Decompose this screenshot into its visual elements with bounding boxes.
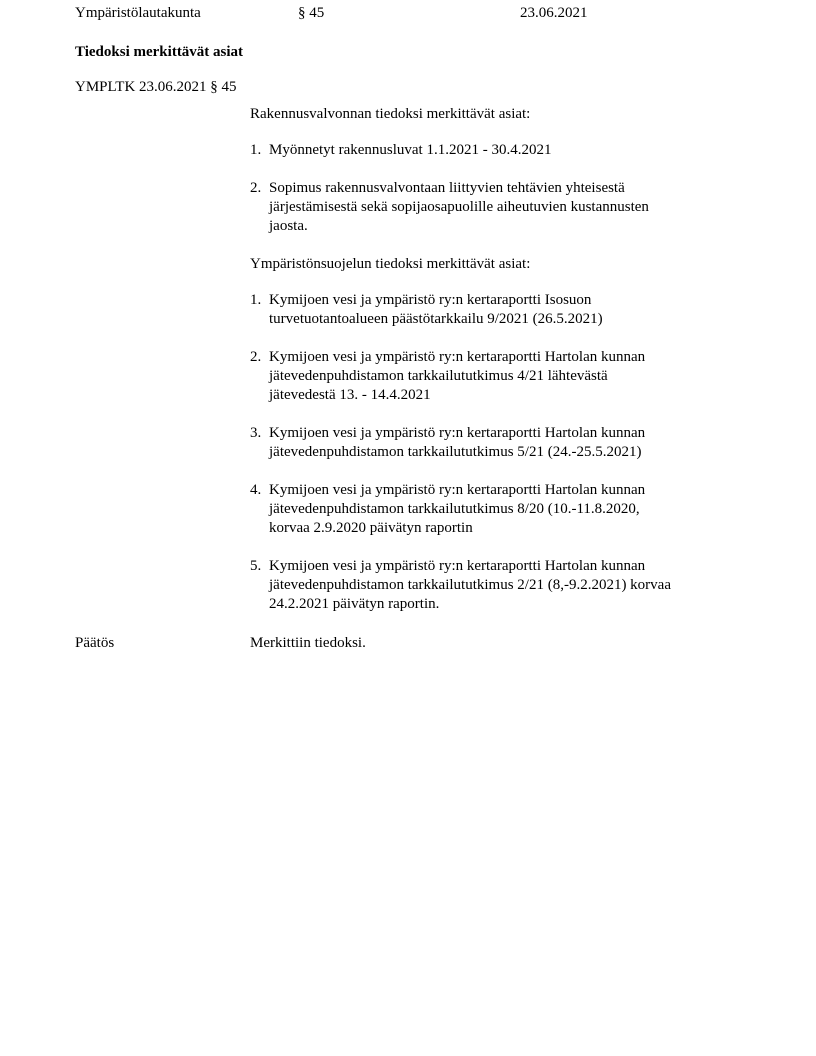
- list-item-text: Kymijoen vesi ja ympäristö ry:n kertaraportti Isosuon turvetuotantoalueen päästötarkkailu 9/2021 (26.5.2021): [269, 292, 603, 327]
- header-date: 23.06.2021: [520, 5, 588, 21]
- section-heading-rakennusvalvonta: Rakennusvalvonnan tiedoksi merkittävät asiat:: [250, 106, 531, 122]
- list-item: [250, 424, 674, 462]
- list-item-text: Kymijoen vesi ja ympäristö ry:n kertaraportti Hartolan kunnan jätevedenpuhdistamon tarkkailututkimus 5/21 (24.-25.5.2021): [269, 425, 646, 460]
- list-item-text: Kymijoen vesi ja ympäristö ry:n kertaraportti Hartolan kunnan jätevedenpuhdistamon tarkkailututkimus 2/21 (8,-9.2.2021) korvaa 24.2.2021 päivätyn raportin.: [269, 558, 671, 612]
- list-item: [250, 179, 674, 236]
- list-item-text: Kymijoen vesi ja ympäristö ry:n kertaraportti Hartolan kunnan jätevedenpuhdistamon tarkkailututkimus 4/21 lähtevästä jätevedestä 13. - 14.4.2021: [269, 349, 646, 403]
- list-item: [250, 291, 674, 329]
- section-heading-ymparistonsuojelu: Ympäristönsuojelun tiedoksi merkittävät asiat:: [250, 256, 531, 272]
- list-item: [250, 141, 674, 160]
- page-header: [0, 4, 816, 23]
- header-committee-name: Ympäristölautakunta: [75, 5, 201, 21]
- decision-label: Päätös: [75, 635, 115, 651]
- list-item-text: Kymijoen vesi ja ympäristö ry:n kertaraportti Hartolan kunnan jätevedenpuhdistamon tarkkailututkimus 8/20 (10.-11.8.2020, korvaa 2.9.2020 päivätyn raportin: [269, 482, 646, 536]
- body-column: [250, 105, 674, 614]
- list-item: [250, 481, 674, 538]
- decision-row: [0, 634, 816, 653]
- list-ymparistonsuojelu: [250, 291, 674, 614]
- page-title: Tiedoksi merkittävät asiat: [75, 44, 244, 60]
- decision-text: Merkittiin tiedoksi.: [250, 635, 366, 651]
- list-item: [250, 557, 674, 614]
- list-rakennusvalvonta: [250, 141, 674, 236]
- header-section-mark: § 45: [298, 5, 325, 21]
- list-item: [250, 348, 674, 405]
- list-item-text: Sopimus rakennusvalvontaan liittyvien tehtävien yhteisestä järjestämisestä sekä sopijaosapuolille aiheutuvien kustannusten jaosta.: [269, 180, 649, 234]
- case-reference: YMPLTK 23.06.2021 § 45: [75, 79, 237, 95]
- list-item-text: Myönnetyt rakennusluvat 1.1.2021 - 30.4.2021: [269, 142, 552, 158]
